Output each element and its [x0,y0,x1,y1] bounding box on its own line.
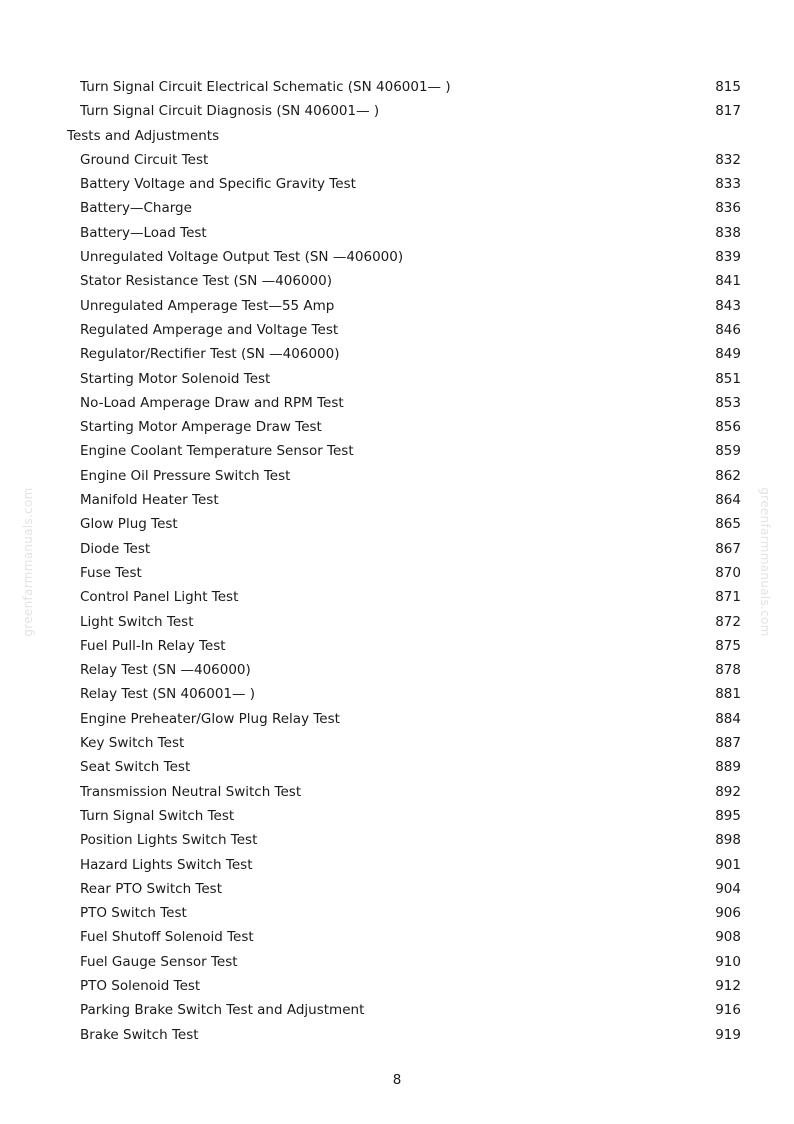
toc-entry[interactable] [0,367,794,391]
table-of-contents [0,75,794,1047]
toc-entry-page: 865 [715,516,741,533]
toc-entry[interactable] [0,974,794,998]
toc-entry-page: 867 [715,540,741,557]
toc-entry-title: Battery Voltage and Specific Gravity Test [80,176,356,193]
toc-entry-page: 817 [715,103,741,120]
toc-entry-title: Stator Resistance Test (SN —406000) [80,273,332,290]
toc-entry-page: 849 [715,346,741,363]
toc-entry-page: 916 [715,1002,741,1019]
toc-entry-title: Brake Switch Test [80,1026,199,1043]
toc-entry-page: 833 [715,176,741,193]
toc-entry[interactable] [0,488,794,512]
toc-entry[interactable] [0,634,794,658]
toc-entry-title: Relay Test (SN 406001— ) [80,686,256,703]
toc-entry-title: Rear PTO Switch Test [80,880,223,897]
toc-entry[interactable] [0,804,794,828]
toc-entry-title: Regulated Amperage and Voltage Test [80,321,339,338]
toc-entry-title: Starting Motor Solenoid Test [80,370,271,387]
toc-entry[interactable] [0,755,794,779]
toc-entry-title: Parking Brake Switch Test and Adjustment [80,1002,365,1019]
toc-entry-page: 908 [715,929,741,946]
toc-entry-page: 862 [715,467,741,484]
toc-entry-title: Hazard Lights Switch Test [80,856,253,873]
toc-entry-page: 889 [715,759,741,776]
toc-entry-title: Turn Signal Switch Test [80,807,235,824]
toc-entry-title: Light Switch Test [80,613,194,630]
toc-entry-page: 851 [715,370,741,387]
toc-entry-page: 864 [715,492,741,509]
toc-section-heading [0,124,794,148]
toc-entry-page: 910 [715,953,741,970]
toc-entry-page: 906 [715,905,741,922]
toc-entry-title: Position Lights Switch Test [80,832,258,849]
toc-entry-title: Engine Oil Pressure Switch Test [80,467,291,484]
toc-entry[interactable] [0,707,794,731]
toc-entry-page: 871 [715,589,741,606]
toc-entry-page: 881 [715,686,741,703]
toc-entry[interactable] [0,148,794,172]
toc-entry-page: 815 [715,79,741,95]
toc-entry-page: 875 [715,637,741,654]
toc-entry-page: 856 [715,419,741,436]
watermark-right: greenfarmmanuals.com [758,487,772,637]
toc-entry-title: Seat Switch Test [80,759,191,776]
toc-entry-title: Turn Signal Circuit Diagnosis (SN 406001— ) [80,103,380,120]
toc-entry-title: Starting Motor Amperage Draw Test [80,419,322,436]
toc-entry-title: Transmission Neutral Switch Test [80,783,302,800]
toc-entry[interactable] [0,853,794,877]
toc-entry[interactable] [0,294,794,318]
toc-entry[interactable] [0,512,794,536]
toc-entry-title: Ground Circuit Test [80,151,209,168]
toc-entry-page: 898 [715,832,741,849]
toc-entry[interactable] [0,342,794,366]
toc-entry[interactable] [0,901,794,925]
toc-entry-page: 832 [715,151,741,168]
toc-entry[interactable] [0,221,794,245]
toc-entry[interactable] [0,439,794,463]
toc-entry-page: 859 [715,443,741,460]
toc-entry-title: Control Panel Light Test [80,589,239,606]
toc-entry-title: Battery—Load Test [80,224,207,241]
toc-entry[interactable] [0,877,794,901]
toc-entry-page: 836 [715,200,741,217]
toc-entry-title: Fuel Shutoff Solenoid Test [80,929,254,946]
toc-entry-page: 846 [715,321,741,338]
toc-entry-title: Unregulated Amperage Test—55 Amp [80,297,335,314]
toc-entry-page: 872 [715,613,741,630]
toc-entry-title: Fuel Gauge Sensor Test [80,953,238,970]
toc-entry-page: 884 [715,710,741,727]
toc-entry-page: 843 [715,297,741,314]
toc-entry[interactable] [0,610,794,634]
toc-entry[interactable] [0,318,794,342]
toc-entry[interactable] [0,269,794,293]
watermark-left: greenfarmmanuals.com [21,487,35,637]
section-heading-title: Tests and Adjustments [67,127,220,144]
toc-entry-title: Relay Test (SN —406000) [80,662,251,679]
toc-entry-page: 838 [715,224,741,241]
toc-entry-title: Engine Preheater/Glow Plug Relay Test [80,710,340,727]
toc-entry-title: Engine Coolant Temperature Sensor Test [80,443,354,460]
toc-entry[interactable] [0,537,794,561]
toc-entry-page: 904 [715,880,741,897]
toc-entry-page: 853 [715,394,741,411]
toc-entry[interactable] [0,731,794,755]
toc-entry-page: 892 [715,783,741,800]
toc-entry-title: Battery—Charge [80,200,192,217]
toc-entry[interactable] [0,925,794,949]
toc-entry-page: 878 [715,662,741,679]
toc-entry[interactable] [0,682,794,706]
toc-entry-title: Manifold Heater Test [80,492,219,509]
toc-entry[interactable] [0,561,794,585]
toc-entry-title: PTO Solenoid Test [80,977,201,994]
toc-entry-page: 841 [715,273,741,290]
toc-entry-title: Key Switch Test [80,735,185,752]
toc-entry-title: Regulator/Rectifier Test (SN —406000) [80,346,340,363]
toc-entry-title: Fuse Test [80,564,142,581]
toc-entry-page: 895 [715,807,741,824]
toc-entry-page: 839 [715,249,741,266]
toc-entry-title: No-Load Amperage Draw and RPM Test [80,394,344,411]
toc-entry[interactable] [0,172,794,196]
toc-entry-title: Turn Signal Circuit Electrical Schematic (SN 406001— ) [80,79,451,95]
toc-entry-page: 919 [715,1026,741,1043]
toc-entry-title: PTO Switch Test [80,905,187,922]
toc-entry-page: 887 [715,735,741,752]
toc-entry[interactable] [0,99,794,123]
toc-entry-page: 912 [715,977,741,994]
toc-entry-title: Glow Plug Test [80,516,178,533]
toc-entry[interactable] [0,998,794,1022]
toc-entry[interactable] [0,415,794,439]
toc-entry[interactable] [0,245,794,269]
toc-entry[interactable] [0,950,794,974]
page-number: 8 [392,1072,402,1088]
toc-entry[interactable] [0,464,794,488]
toc-entry[interactable] [0,658,794,682]
toc-entry[interactable] [0,828,794,852]
toc-entry[interactable] [0,196,794,220]
toc-entry[interactable] [0,1023,794,1047]
toc-entry-page: 870 [715,564,741,581]
toc-entry[interactable] [0,780,794,804]
toc-entry[interactable] [0,585,794,609]
toc-entry-title: Unregulated Voltage Output Test (SN —406000) [80,249,404,266]
toc-entry[interactable] [0,391,794,415]
toc-entry-title: Fuel Pull-In Relay Test [80,637,226,654]
toc-entry-page: 901 [715,856,741,873]
toc-entry[interactable] [0,75,794,99]
toc-entry-title: Diode Test [80,540,151,557]
